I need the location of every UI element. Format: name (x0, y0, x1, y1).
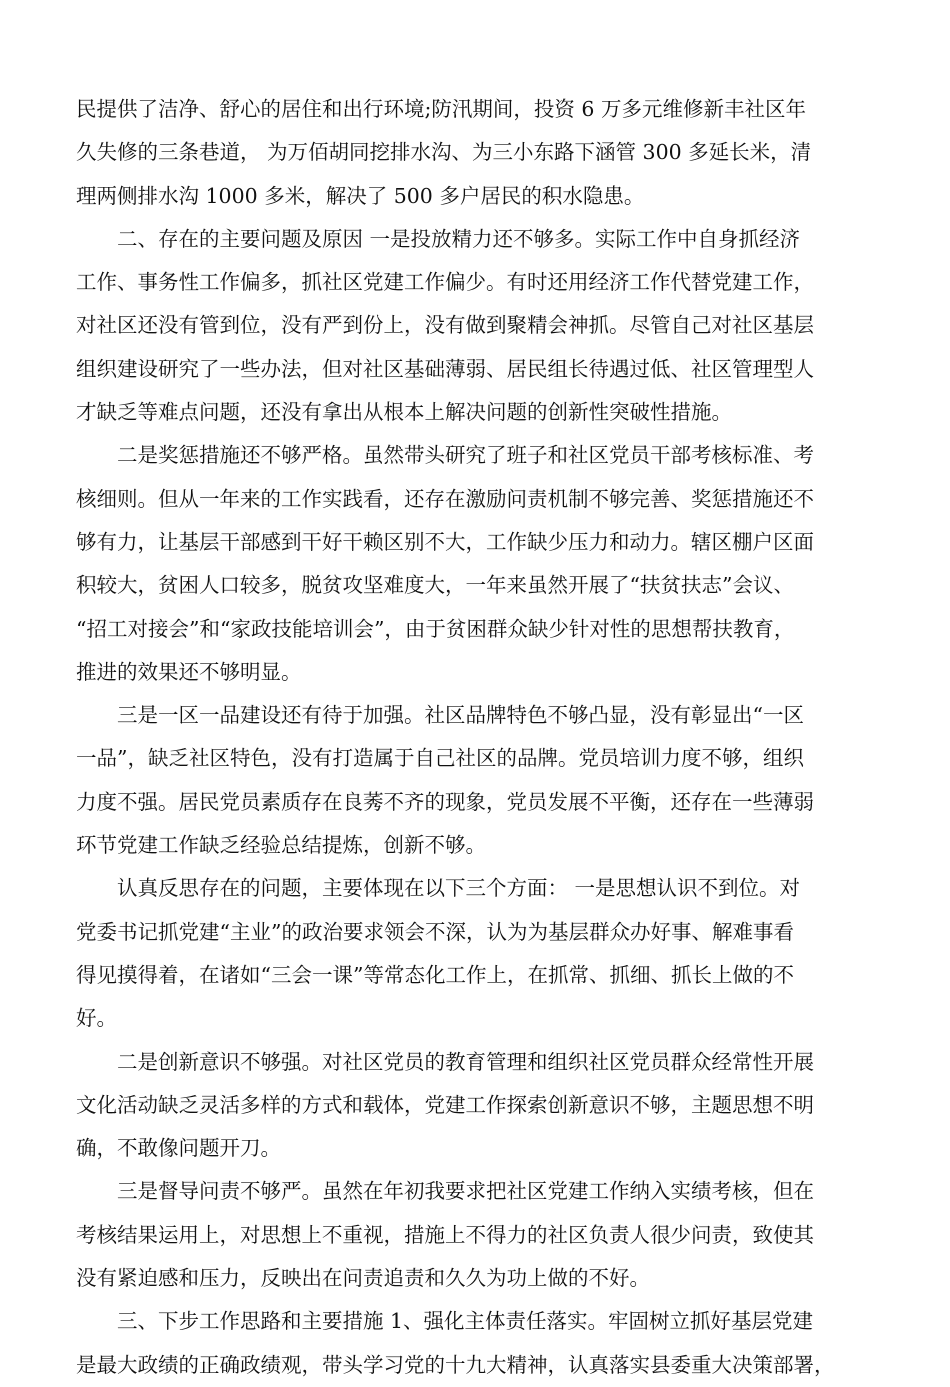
text-line: 组织建设研究了一些办法，但对社区基础薄弱、居民组长待遇过低、社区管理型人 (76, 356, 814, 381)
text-line: 好。 (76, 1006, 117, 1031)
text-line: 党委书记抓党建“主业”的政治要求领会不深，认为为基层群众办好事、解难事看 (76, 919, 794, 944)
text-line: 三是一区一品建设还有待于加强。社区品牌特色不够凸显，没有彰显出“一区 (117, 703, 804, 728)
text-line: 得见摸得着，在诸如“三会一课”等常态化工作上，在抓常、抓细、抓长上做的不 (76, 962, 794, 987)
text-line: 积较大，贫困人口较多，脱贫攻坚难度大，一年来虽然开展了“扶贫扶志”会议、 (76, 573, 794, 598)
text-line: 环节党建工作缺乏经验总结提炼，创新不够。 (76, 833, 486, 858)
text-line: 是最大政绩的正确政绩观，带头学习党的十九大精神，认真落实县委重大决策部署， (76, 1352, 835, 1377)
text-line: 二是创新意识不够强。对社区党员的教育管理和组织社区党员群众经常性开展 (117, 1049, 814, 1074)
text-line: 没有紧迫感和压力，反映出在问责追责和久久为功上做的不好。 (76, 1266, 650, 1291)
text-line: 二是奖惩措施还不够严格。虽然带头研究了班子和社区党员干部考核标准、考 (117, 443, 814, 468)
text-line: 文化活动缺乏灵活多样的方式和载体，党建工作探索创新意识不够，主题思想不明 (76, 1092, 814, 1117)
text-line: 三是督导问责不够严。虽然在年初我要求把社区党建工作纳入实绩考核，但在 (117, 1179, 814, 1204)
document-page (76, 88, 884, 1387)
text-line: 对社区还没有管到位，没有严到份上，没有做到聚精会神抓。尽管自己对社区基层 (76, 313, 814, 338)
text-line: 民提供了洁净、舒心的居住和出行环境;防汛期间，投资 6 万多元维修新丰社区年 (76, 97, 806, 121)
text-line: 确，不敢像问题开刀。 (76, 1136, 281, 1161)
text-line: 二、存在的主要问题及原因 一是投放精力还不够多。实际工作中自身抓经济 (117, 226, 801, 251)
text-line: 才缺乏等难点问题，还没有拿出从根本上解决问题的创新性突破性措施。 (76, 400, 732, 425)
text-line: 三、下步工作思路和主要措施 1、强化主体责任落实。牢固树立抓好基层党建 (117, 1309, 814, 1334)
text-line: 理两侧排水沟 1000 多米，解决了 500 多户居民的积水隐患。 (76, 183, 645, 208)
text-line: 一品”，缺乏社区特色，没有打造属于自己社区的品牌。党员培训力度不够，组织 (76, 746, 804, 771)
text-line: “招工对接会”和“家政技能培训会”，由于贫困群众缺少针对性的思想帮扶教育， (76, 616, 795, 641)
text-line: 够有力，让基层干部感到干好干赖区别不大，工作缺少压力和动力。辖区棚户区面 (76, 529, 814, 554)
text-line: 核细则。但从一年来的工作实践看，还存在激励问责机制不够完善、奖惩措施还不 (76, 486, 814, 511)
text-line: 工作、事务性工作偏多，抓社区党建工作偏少。有时还用经济工作代替党建工作， (76, 270, 814, 295)
text-line: 久失修的三条巷道， 为万佰胡同挖排水沟、为三小东路下涵管 300 多延长米，清 (76, 140, 812, 165)
text-line: 推进的效果还不够明显。 (76, 659, 302, 684)
text-line: 认真反思存在的问题，主要体现在以下三个方面： 一是思想认识不到位。对 (117, 876, 801, 901)
text-line: 力度不强。居民党员素质存在良莠不齐的现象，党员发展不平衡，还存在一些薄弱 (76, 789, 814, 814)
text-line: 考核结果运用上，对思想上不重视，措施上不得力的社区负责人很少问责，致使其 (76, 1222, 814, 1247)
